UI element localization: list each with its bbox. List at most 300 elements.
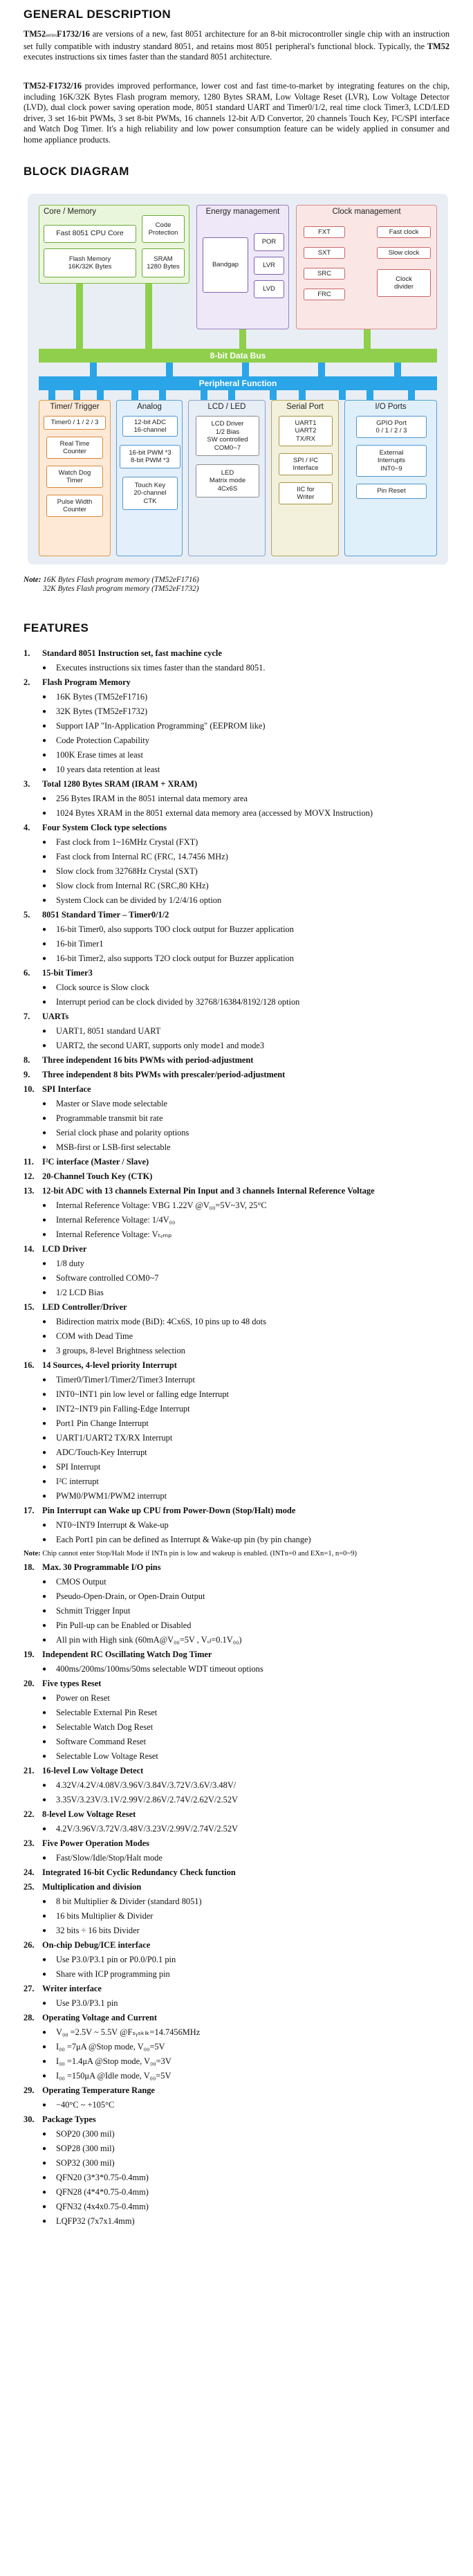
feature-heading [24,821,459,835]
feature-bullet-text: System Clock can be divided by 1/2/4/16 option [56,895,222,905]
bullet-icon: ● [42,1665,47,1673]
feature-title: Three independent 16 bits PWMs with period-adjustment [42,1055,254,1065]
feature-heading [24,777,459,792]
bullet-icon: ● [42,2159,47,2167]
features-list [24,646,459,2229]
feature-bullet [24,1996,459,2011]
feature-bullet-text: QFN20 (3*3*0.75-0.4mm) [56,2173,149,2182]
feature-bullet-text: 1/2 LCD Bias [56,1288,104,1297]
section-title-features: FEATURES [24,621,89,634]
bullet-icon: ● [42,1825,47,1833]
feature-number: 13. [24,1186,35,1196]
feature-title: Total 1280 Bytes SRAM (IRAM + XRAM) [42,779,198,789]
bullet-icon: ● [42,1492,47,1500]
feature-bullet [24,1691,459,1706]
bullet-icon: ● [42,1607,47,1615]
feature-bullet-text: Programmable transmit bit rate [56,1113,163,1123]
feature-bullet-text: 3.35V/3.23V/3.1V/2.99V/2.86V/2.74V/2.62V/2.52V [56,1795,238,1805]
timer-trigger-group [39,400,111,556]
feature-bullet-text: −40°C ~ +105°C [56,2100,115,2110]
feature-heading [24,2112,459,2127]
feature-title: Five types Reset [42,1679,102,1688]
feature-bullet-text: V₀₀ =2.5V ~ 5.5V @Fₛᵧₛₖₗₖ=14.7456MHz [56,2027,201,2037]
feature-bullet [24,1518,459,1533]
feature-bullet [24,1329,459,1344]
bullet-icon: ● [42,1522,47,1529]
clock-management-group [296,205,437,329]
bullet-icon: ● [42,1260,47,1268]
feature-bullet-text: Code Protection Capability [56,736,149,745]
feature-bullet [24,835,459,850]
feature-number: 6. [24,968,30,978]
bullet-icon: ● [42,737,47,745]
feature-bullet-text: Use P3.0/P3.1 pin or P0.0/P0.1 pin [56,1955,176,1964]
feature-bullet [24,879,459,893]
feature-heading [24,1560,459,1575]
feature-item [24,1677,459,1764]
bus-connector [408,390,415,400]
feature-number: 29. [24,2085,35,2095]
bullet-icon: ● [42,897,47,904]
feature-bullet [24,748,459,762]
bullet-icon: ● [42,940,47,948]
feature-bullet-text: SPI Interrupt [56,1462,101,1472]
bullet-icon: ● [42,882,47,890]
feature-bullet-text: LQFP32 (7x7x1.4mm) [56,2216,135,2226]
feature-bullet [24,1474,459,1489]
feature-bullet-text: Timer0/Timer1/Timer2/Timer3 Interrupt [56,1375,195,1385]
feature-heading [24,1184,459,1198]
feature-bullet [24,661,459,675]
bullet-icon: ● [42,722,47,730]
slow-clock-block: Slow clock [377,247,431,259]
bullet-icon: ● [42,1971,47,1978]
bullet-icon: ● [42,2101,47,2109]
bullet-icon: ● [42,1449,47,1456]
feature-heading [24,1865,459,1880]
bullet-icon: ● [42,1100,47,1108]
timer-trigger-title: Timer/ Trigger [50,403,100,411]
bullet-icon: ● [42,2174,47,2182]
feature-bullet [24,2127,459,2141]
feature-bullet-text: 4.2V/3.96V/3.72V/3.48V/3.23V/2.99V/2.74V/2.52V [56,1824,238,1834]
feature-item [24,1358,459,1504]
feature-title: 15-bit Timer3 [42,968,93,978]
bullet-icon: ● [42,1216,47,1224]
bullet-icon: ● [42,1536,47,1544]
feature-bullet [24,1851,459,1865]
feature-bullet [24,1604,459,1618]
brand-name: TM52 [24,29,46,39]
feature-item [24,966,459,1010]
feature-bullet-text: PWM0/PWM1/PWM2 interrupt [56,1491,167,1501]
feature-bullet-text: 1/8 duty [56,1259,84,1268]
bullet-icon: ● [42,664,47,672]
feature-bullet [24,1445,459,1460]
feature-title: Integrated 16-bit Cyclic Redundancy Check function [42,1867,236,1877]
feature-bullet [24,864,459,879]
feature-bullet-text: INT0~INT1 pin low level or falling edge Interrupt [56,1389,229,1399]
feature-number: 9. [24,1070,30,1079]
feature-number: 28. [24,2013,35,2022]
feature-bullet [24,704,459,719]
clock-divider-block: Clock divider [377,269,431,297]
feature-heading [24,1169,459,1184]
bullet-icon: ● [42,1636,47,1644]
feature-heading [24,675,459,690]
touch-key-block: Touch Key 20-channel CTK [122,477,178,510]
lcd-led-title: LCD / LED [207,403,246,411]
feature-bullet [24,1822,459,1836]
feature-number: 24. [24,1867,35,1877]
clock-management-title: Clock management [332,208,401,216]
feature-bullet-text: Fast clock from 1~16MHz Crystal (FXT) [56,837,198,847]
description-paragraph-2 [24,81,449,145]
feature-item [24,675,459,777]
bullet-icon: ● [42,1912,47,1920]
feature-bullet [24,850,459,864]
feature-heading [24,1677,459,1691]
bullet-icon: ● [42,2029,47,2036]
feature-bullet [24,806,459,821]
feature-bullet-text: I₀₀ =7μA @Stop mode, V₀₀=5V [56,2042,165,2052]
feature-title: Flash Program Memory [42,677,131,687]
feature-bullet [24,1662,459,1677]
feature-title: Max. 30 Programmable I/O pins [42,1562,161,1572]
bus-connector [90,363,97,376]
brand-name-2: TM52 [427,41,449,51]
feature-bullet-text: 16-bit Timer2, also supports T2O clock output for Buzzer application [56,953,294,963]
feature-heading [24,1938,459,1953]
feature-bullet-text: Fast clock from Internal RC (FRC, 14.7456 MHz) [56,852,228,861]
feature-bullet [24,2200,459,2214]
core-memory-group [39,205,189,284]
feature-bullet [24,1706,459,1720]
feature-item [24,908,459,966]
feature-title: 20-Channel Touch Key (CTK) [42,1171,153,1181]
feature-item [24,1155,459,1169]
feature-title: LED Controller/Driver [42,1302,127,1312]
bullet-icon: ● [42,984,47,992]
bus-connector [394,363,401,376]
feature-number: 7. [24,1012,30,1021]
pin-reset-block: Pin Reset [356,484,427,499]
bullet-icon: ● [42,1391,47,1398]
feature-bullet-text: 4.32V/4.2V/4.08V/3.96V/3.84V/3.72V/3.6V/3.48V/ [56,1780,236,1790]
feature-heading [24,1647,459,1662]
cpu-core-block: Fast 8051 CPU Core [44,225,136,243]
feature-title: Writer interface [42,1984,102,1993]
feature-item [24,1184,459,1242]
feature-title: Operating Voltage and Current [42,2013,158,2022]
feature-number: 19. [24,1650,35,1659]
feature-heading [24,1764,459,1778]
feature-bullet-text: 16K Bytes (TM52eF1716) [56,692,148,702]
timer0123-block: Timer0 / 1 / 2 / 3 [44,416,106,430]
feature-title: I²C interface (Master / Slave) [42,1157,149,1167]
io-ports-title: I/O Ports [375,403,407,411]
model-name-full: TM52-F1732/16 [24,81,82,91]
feature-bullet-text: Bidirection matrix mode (BiD): 4Cx6S, 10 pins up to 48 dots [56,1317,266,1326]
feature-bullet [24,690,459,704]
feature-bullet [24,2040,459,2054]
feature-bullet [24,1793,459,1807]
description-text-1a: are versions of a new, fast 8051 architecture for an 8-bit microcontroller single chip with an instruction set fully compatible with industry standard 8051, and retains most 8051 peripheral's functional block. Typically, the [24,29,449,51]
bullet-icon: ● [42,1709,47,1717]
bullet-icon: ● [42,1144,47,1151]
pwm16-label: 16-bit PWM *3 [129,448,171,457]
bullet-icon: ● [42,1115,47,1122]
bullet-icon: ● [42,2130,47,2138]
uart-block: UART1 UART2 TX/RX [279,416,333,446]
bullet-icon: ● [42,2145,47,2153]
feature-bullet [24,1315,459,1329]
feature-number: 27. [24,1984,35,1993]
feature-heading [24,1053,459,1068]
bullet-icon: ● [42,955,47,962]
feature-bullet [24,1097,459,1111]
core-memory-title: Core / Memory [44,208,97,216]
energy-management-title: Energy management [205,208,280,216]
feature-item [24,646,459,675]
feature-note-text: Chip cannot enter Stop/Halt Mode if INTn pin is low and wakeup is enabled. (INTn=0 and EXn=1, n=0~9) [40,1550,358,1558]
feature-title: Operating Temperature Range [42,2085,155,2095]
feature-number: 20. [24,1679,35,1688]
bullet-icon: ● [42,1898,47,1906]
feature-bullet-text: Executes instructions six times faster than the standard 8051. [56,663,266,673]
feature-number: 30. [24,2114,35,2124]
por-block: POR [254,233,284,251]
feature-bullet [24,719,459,733]
feature-number: 10. [24,1084,35,1094]
feature-bullet-text: Internal Reference Voltage: Vₜₑₘₚ [56,1230,172,1239]
feature-bullet-text: Port1 Pin Change Interrupt [56,1418,149,1428]
bullet-icon: ● [42,708,47,715]
feature-bullet [24,1778,459,1793]
bullet-icon: ● [42,853,47,861]
bullet-icon: ● [42,839,47,846]
feature-title: SPI Interface [42,1084,91,1094]
feature-bullet-text: Clock source is Slow clock [56,983,149,992]
feature-item [24,1880,459,1938]
feature-title: 14 Sources, 4-level priority Interrupt [42,1360,177,1370]
feature-bullet [24,980,459,995]
feature-heading [24,1836,459,1851]
feature-bullet [24,1126,459,1140]
feature-bullet-text: Schmitt Trigger Input [56,1606,131,1616]
feature-number: 8. [24,1055,30,1065]
pwm8-label: 8-bit PWM *3 [131,457,169,464]
feature-bullet [24,937,459,951]
pulse-width-counter-block: Pulse Width Counter [46,495,103,517]
feature-heading [24,1880,459,1894]
bullet-icon: ● [42,693,47,701]
feature-title: Three independent 8 bits PWMs with prescaler/period-adjustment [42,1070,286,1079]
feature-title: Independent RC Oscillating Watch Dog Timer [42,1650,212,1659]
feature-bullet-text: Power on Reset [56,1693,110,1703]
feature-bullet-text: 32K Bytes (TM52eF1732) [56,706,148,716]
bullet-icon: ● [42,2000,47,2007]
bullet-icon: ● [42,1347,47,1355]
feature-title: 8-level Low Voltage Reset [42,1809,136,1819]
feature-item [24,1836,459,1865]
bullet-icon: ● [42,2072,47,2080]
feature-number: 22. [24,1809,35,1819]
feature-item [24,1764,459,1807]
feature-bullet [24,1198,459,1213]
feature-bullet-text: Pseudo-Open-Drain, or Open-Drain Output [56,1591,205,1601]
feature-bullet [24,1344,459,1358]
feature-bullet [24,2025,459,2040]
feature-bullet-text: CMOS Output [56,1577,106,1587]
feature-item [24,1082,459,1155]
feature-heading [24,1358,459,1373]
feature-bullet [24,1720,459,1735]
bus-connector [73,390,80,400]
feature-heading [24,1982,459,1996]
feature-bullet [24,2156,459,2171]
feature-bullet [24,1024,459,1039]
feature-number: 18. [24,1562,35,1572]
feature-item [24,1053,459,1068]
feature-number: 23. [24,1838,35,1848]
flash-memory-block: Flash Memory 16K/32K Bytes [44,248,136,277]
feature-bullet-text: Share with ICP programming pin [56,1969,170,1979]
feature-bullet [24,733,459,748]
feature-title: Four System Clock type selections [42,823,167,832]
feature-item [24,2083,459,2112]
section-title-general-description: GENERAL DESCRIPTION [24,8,171,21]
feature-number: 14. [24,1244,35,1254]
feature-item [24,1560,459,1647]
adc-block: 12-bit ADC 16-channel [122,416,178,437]
feature-bullet [24,1227,459,1242]
bullet-icon: ● [42,1796,47,1804]
src-block: SRC [304,268,345,280]
feature-bullet-text: MSB-first or LSB-first selectable [56,1142,171,1152]
feature-bullet-text: 16-bit Timer1 [56,939,104,949]
series-label: series [46,33,57,38]
bullet-icon: ● [42,1956,47,1964]
feature-bullet [24,1460,459,1474]
feature-heading [24,908,459,922]
feature-bullet [24,1402,459,1416]
description-text-1b: executes instructions six times faster than the standard 8051 architecture. [24,52,272,62]
serial-port-group [271,400,339,556]
feature-title: Multiplication and division [42,1882,142,1892]
peripheral-function-bus: Peripheral Function [39,376,437,390]
feature-bullet-text: 400ms/200ms/100ms/50ms selectable WDT timeout options [56,1664,263,1674]
bullet-icon: ● [42,2218,47,2225]
bullet-icon: ● [42,2058,47,2065]
feature-heading [24,1068,459,1082]
feature-number: 3. [24,779,30,789]
feature-item [24,1010,459,1053]
feature-bullet-text: 100K Erase times at least [56,750,143,760]
bullet-icon: ● [42,1478,47,1486]
feature-bullet-text: UART1/UART2 TX/RX Interrupt [56,1433,173,1443]
description-paragraph-1 [24,29,449,63]
feature-bullet [24,1967,459,1982]
model-name: F1732/16 [57,29,90,39]
feature-number: 16. [24,1360,35,1370]
bus-connector [131,390,138,400]
bullet-icon: ● [42,1420,47,1427]
feature-heading [24,1504,459,1518]
feature-bullet-text: All pin with High sink (60mA@V₀₀=5V , Vₒₗ=0.1V₀₀) [56,1635,242,1645]
feature-bullet [24,1894,459,1909]
feature-bullet-text: Slow clock from Internal RC (SRC,80 KHz) [56,881,209,890]
feature-bullet [24,2098,459,2112]
feature-bullet [24,1140,459,1155]
note-line-1: 16K Bytes Flash program memory (TM52eF1716) [41,576,199,584]
feature-bullet-text: Internal Reference Voltage: VBG 1.22V @V₀₀=5V~3V, 25°C [56,1200,267,1210]
bus-connector [242,363,249,376]
feature-bullet [24,2069,459,2083]
feature-bullet [24,995,459,1010]
bus-connector [97,390,104,400]
bullet-icon: ● [42,1695,47,1702]
feature-item [24,1982,459,2011]
feature-bullet-text: I²C interrupt [56,1477,99,1486]
bus-connector [318,363,325,376]
feature-bullet [24,1213,459,1227]
block-diagram [28,194,448,565]
bullet-icon: ● [42,1289,47,1297]
energy-management-group [196,205,289,329]
diagram-note [24,576,199,594]
feature-bullet-text: Use P3.0/P3.1 pin [56,1998,118,2008]
feature-number: 2. [24,677,30,687]
lcd-led-group [188,400,266,556]
bullet-icon: ● [42,1275,47,1282]
feature-heading [24,1082,459,1097]
feature-heading [24,2083,459,2098]
feature-item [24,1068,459,1082]
feature-number: 11. [24,1157,34,1167]
feature-note-label: Note: [24,1550,41,1558]
feature-bullet [24,1489,459,1504]
feature-bullet-text: Support IAP "In-Application Programming" (EEPROM like) [56,721,266,731]
bullet-icon: ● [42,1854,47,1862]
feature-bullet-text: 1024 Bytes XRAM in the 8051 external data memory area (accessed by MOVX Instruction) [56,808,373,818]
feature-bullet [24,762,459,777]
feature-bullet [24,1387,459,1402]
bullet-icon: ● [42,1405,47,1413]
feature-bullet-text: ADC/Touch-Key Interrupt [56,1447,147,1457]
bus-connector [239,329,246,349]
feature-heading [24,1242,459,1257]
sxt-block: SXT [304,247,345,259]
feature-bullet-text: UART2, the second UART, supports only mode1 and mode3 [56,1041,265,1050]
bullet-icon: ● [42,1753,47,1760]
feature-bullet [24,1909,459,1924]
feature-item [24,821,459,908]
feature-bullet-text: Interrupt period can be clock divided by 32768/16384/8192/128 option [56,997,300,1007]
feature-item [24,1647,459,1677]
feature-bullet-text: UART1, 8051 standard UART [56,1026,161,1036]
feature-title: Five Power Operation Modes [42,1838,149,1848]
feature-heading [24,1155,459,1169]
bullet-icon: ● [42,1434,47,1442]
serial-port-title: Serial Port [286,403,324,411]
feature-title: 12-bit ADC with 13 channels External Pin Input and 3 channels Internal Reference Voltage [42,1186,375,1196]
feature-bullet [24,1271,459,1286]
iic-writer-block: IIC for Writer [279,482,333,504]
feature-number: 12. [24,1171,35,1181]
feature-bullet [24,1924,459,1938]
feature-bullet-text: Selectable Watch Dog Reset [56,1722,154,1732]
